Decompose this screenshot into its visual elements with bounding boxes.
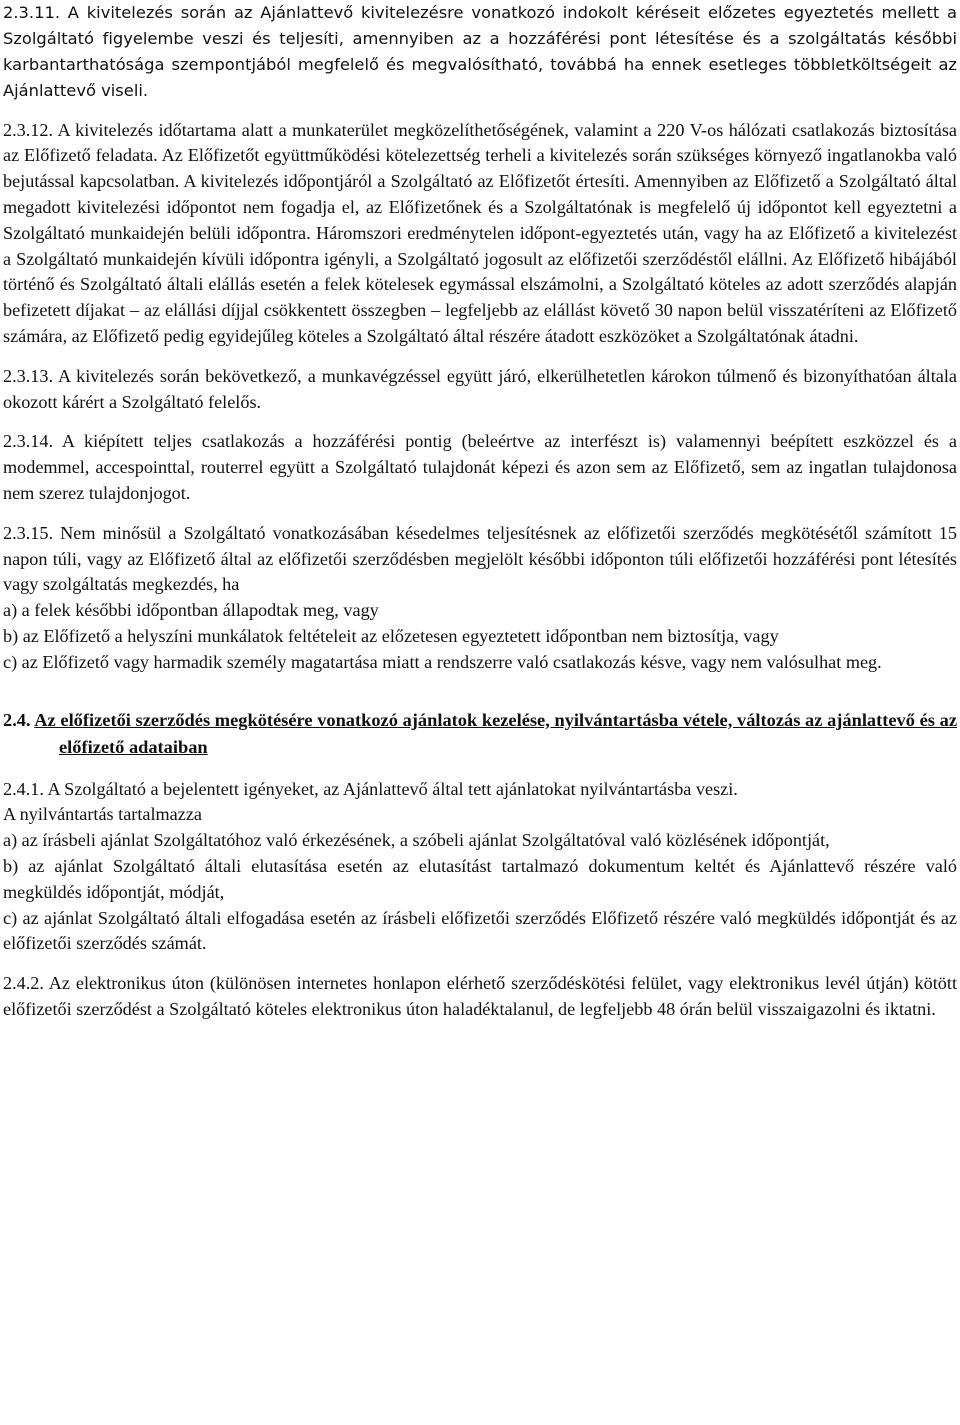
paragraph-2-3-12: 2.3.12. A kivitelezés időtartama alatt a munkaterület megközelíthetőségének, valamint a 220 V-os hálózati csatlakozás biztosítása az Előfizető feladata. Az Előfizetőt együttműködési kötelezettség terheli a kivitelezés során szükséges környező ingatlanokba való bejutással kapcsolatban. A kivitelezés időpontjáról a Szolgáltató az Előfizetőt értesíti. Amennyiben az Előfizető a Szolgáltató által megadott kivitelezési időpontot nem fogadja el, az Előfizetőnek és a Szolgáltatónak is megfelelő új időpontot kell egyeztetni a Szolgáltató munkaidején belüli időpontra. Háromszori eredménytelen időpont-egyeztetés után, vagy ha az Előfizető a kivitelezést a Szolgáltató munkaidején kívüli időpontra igényli, a Szolgáltató jogosult az előfizetői szerződéstől elállni. Az Előfizető hibájából történő és Szolgáltató általi elállás esetén a felek kötelesek egymással elszámolni, a Szolgáltató köteles az adott szerződés alapján befizetett díjakat – az elállási díjjal csökkentett összegben – legfeljebb az elállást követő 30 napon belül visszatéríteni az Előfizető számára, az Előfizető pedig egyidejűleg köteles a Szolgáltató által részére átadott eszközöket a Szolgáltatónak átadni.	[3, 119, 957, 346]
spacer	[3, 415, 957, 429]
spacer	[3, 761, 957, 777]
list-item-2-4-1-c: c) az ajánlat Szolgáltató általi elfogadása esetén az írásbeli előfizetői szerződés Előfizető részére való megküldés időpontját és az előfizetői szerződés számát.	[3, 907, 957, 954]
paragraph-2-3-14: 2.3.14. A kiépített teljes csatlakozás a hozzáférési pontig (beleértve az interfészt is) valamennyi beépített eszközzel és a modemmel, accespointtal, routerrel együtt a Szolgáltató tulajdonát képezi és azon sem az Előfizető, sem az ingatlan tulajdonosa nem szerez tulajdonjogot.	[3, 431, 957, 503]
paragraph-2-3-11: 2.3.11. A kivitelezés során az Ajánlattevő kivitelezésre vonatkozó indokolt kéréseit előzetes egyeztetés mellett a Szolgáltató figyelembe veszi és teljesíti, amennyiben az a hozzáférési pont létesítése és a szolgáltatás későbbi karbantarthatósága szempontjából megfelelő és megvalósítható, továbbá ha ennek esetleges többletköltségeit az Ajánlattevő viseli.	[3, 3, 957, 100]
section-heading-2-4	[3, 707, 957, 761]
spacer	[3, 350, 957, 364]
spacer	[3, 507, 957, 521]
spacer	[3, 957, 957, 971]
list-item-2-4-1-b: b) az ajánlat Szolgáltató általi elutasítása esetén az elutasítást tartalmazó dokumentum keltét és Ajánlattevő részére való megküldés időpontját, módját,	[3, 855, 957, 902]
paragraph-2-3-15-intro: 2.3.15. Nem minősül a Szolgáltató vonatkozásában késedelmes teljesítésnek az előfizetői szerződés megkötésétől számított 15 napon túli, vagy az Előfizető által az előfizetői szerződésben megjelölt későbbi időponton túli előfizetői hozzáférési pont létesítés vagy szolgáltatás megkezdés, ha	[3, 522, 957, 595]
paragraph-2-4-1-intro: A nyilvántartás tartalmazza	[3, 804, 202, 825]
section-number: 2.4.	[3, 709, 31, 730]
list-item-2-4-1-a: a) az írásbeli ajánlat Szolgáltatóhoz való érkezésének, a szóbeli ajánlat Szolgáltatóval való közlésének időpontját,	[3, 830, 830, 851]
list-item-2-3-15-c: c) az Előfizető vagy harmadik személy magatartása miatt a rendszerre való csatlakozás késve, vagy nem valósulhat meg.	[3, 651, 882, 672]
section-title: Az előfizetői szerződés megkötésére vonatkozó ajánlatok kezelése, nyilvántartásba vétele, változás az ajánlattevő és az előfizető adataiban	[34, 709, 957, 757]
list-item-2-3-15-b: b) az Előfizető a helyszíni munkálatok feltételeit az előzetesen egyeztetett időpontban nem biztosítja, vagy	[3, 625, 779, 646]
spacer	[3, 104, 957, 118]
spacer	[3, 676, 957, 707]
paragraph-2-4-2: 2.4.2. Az elektronikus úton (különösen internetes honlapon elérhető szerződéskötési felület, vagy elektronikus levél útján) kötött előfizetői szerződést a Szolgáltató köteles elektronikus úton haladéktalanul, de legfeljebb 48 órán belül visszaigazolni és iktatni.	[3, 973, 957, 1019]
paragraph-2-3-13: 2.3.13. A kivitelezés során bekövetkező, a munkavégzéssel együtt járó, elkerülhetetlen károkon túlmenő és bizonyíthatóan általa okozott kárért a Szolgáltató felelős.	[3, 365, 957, 412]
list-item-2-3-15-a: a) a felek későbbi időpontban állapodtak meg, vagy	[3, 600, 379, 621]
paragraph-2-4-1: 2.4.1. A Szolgáltató a bejelentett igényeket, az Ajánlattevő által tett ajánlatokat nyilvántartásba veszi.	[3, 778, 738, 799]
